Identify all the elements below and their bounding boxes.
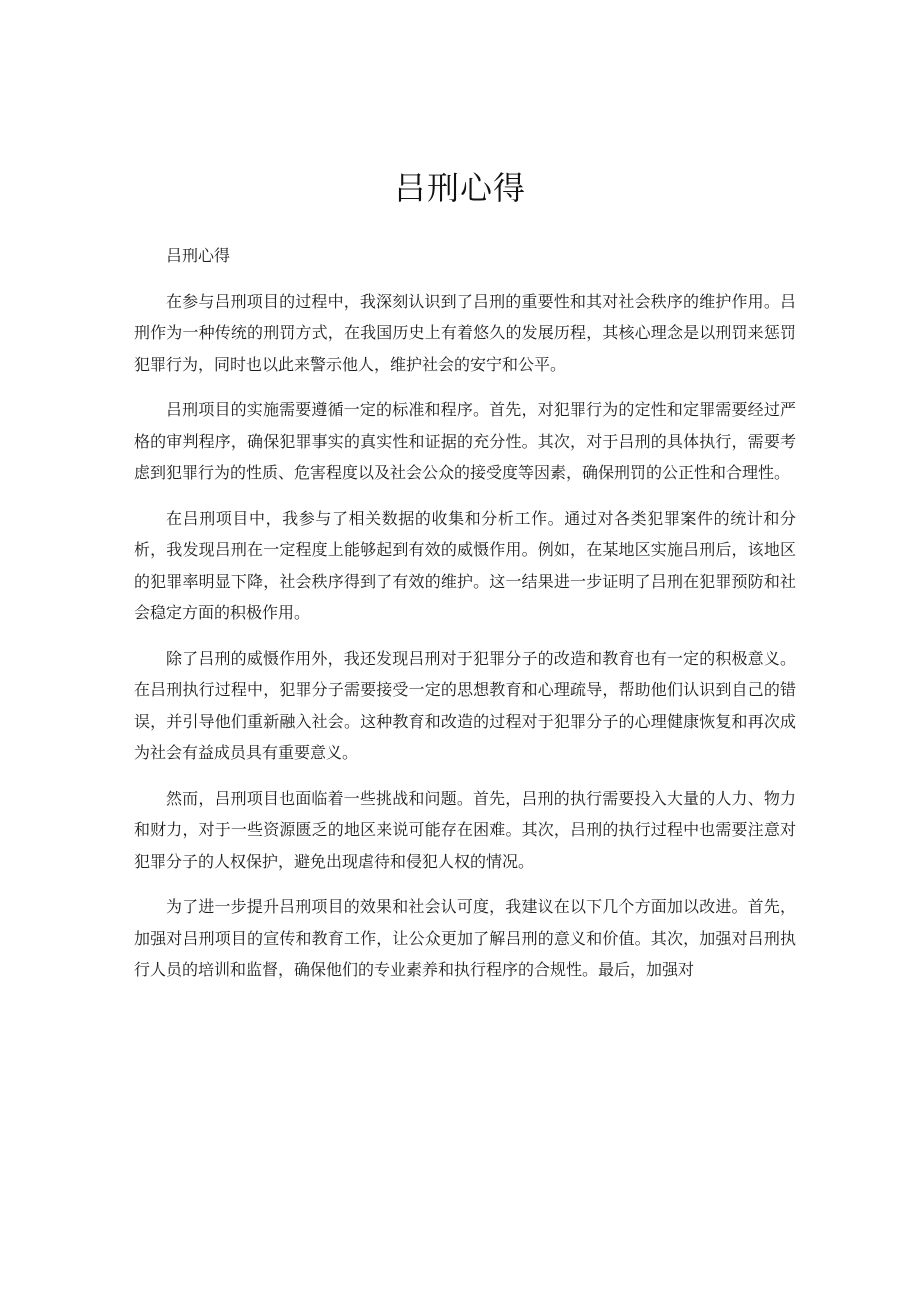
document-subtitle: 吕刑心得 xyxy=(166,246,231,265)
paragraph-5: 然而，吕刑项目也面临着一些挑战和问题。首先，吕刑的执行需要投入大量的人力、物力和财力，对于一些资源匮乏的地区来说可能存在困难。其次，吕刑的执行过程中也需要注意对犯罪分子的人权保护，避免出现虐待和侵犯人权的情况。 xyxy=(134,788,796,871)
paragraph-1: 在参与吕刑项目的过程中，我深刻认识到了吕刑的重要性和其对社会秩序的维护作用。吕刑作为一种传统的刑罚方式，在我国历史上有着悠久的发展历程，其核心理念是以刑罚来惩罚犯罪行为，同时也以此来警示他人，维护社会的安宁和公平。 xyxy=(134,291,796,374)
paragraph-6: 为了进一步提升吕刑项目的效果和社会认可度，我建议在以下几个方面加以改进。首先，加强对吕刑项目的宣传和教育工作，让公众更加了解吕刑的意义和价值。其次，加强对吕刑执行人员的培训和监督，确保他们的专业素养和执行程序的合规性。最后，加强对 xyxy=(134,897,796,979)
document-title: 吕刑心得 xyxy=(393,169,526,207)
paragraph-2: 吕刑项目的实施需要遵循一定的标准和程序。首先，对犯罪行为的定性和定罪需要经过严格的审判程序，确保犯罪事实的真实性和证据的充分性。其次，对于吕刑的具体执行，需要考虑到犯罪行为的性质、危害程度以及社会公众的接受度等因素，确保刑罚的公正性和合理性。 xyxy=(134,400,796,482)
paragraph-4: 除了吕刑的威慑作用外，我还发现吕刑对于犯罪分子的改造和教育也有一定的积极意义。在吕刑执行过程中，犯罪分子需要接受一定的思想教育和心理疏导，帮助他们认识到自己的错误，并引导他们重新融入社会。这种教育和改造的过程对于犯罪分子的心理健康恢复和再次成为社会有益成员具有重要意义。 xyxy=(134,648,796,762)
document-body xyxy=(134,240,796,986)
paragraph-3: 在吕刑项目中，我参与了相关数据的收集和分析工作。通过对各类犯罪案件的统计和分析，我发现吕刑在一定程度上能够起到有效的威慑作用。例如，在某地区实施吕刑后，该地区的犯罪率明显下降，社会秩序得到了有效的维护。这一结果进一步证明了吕刑在犯罪预防和社会稳定方面的积极作用。 xyxy=(134,508,796,622)
